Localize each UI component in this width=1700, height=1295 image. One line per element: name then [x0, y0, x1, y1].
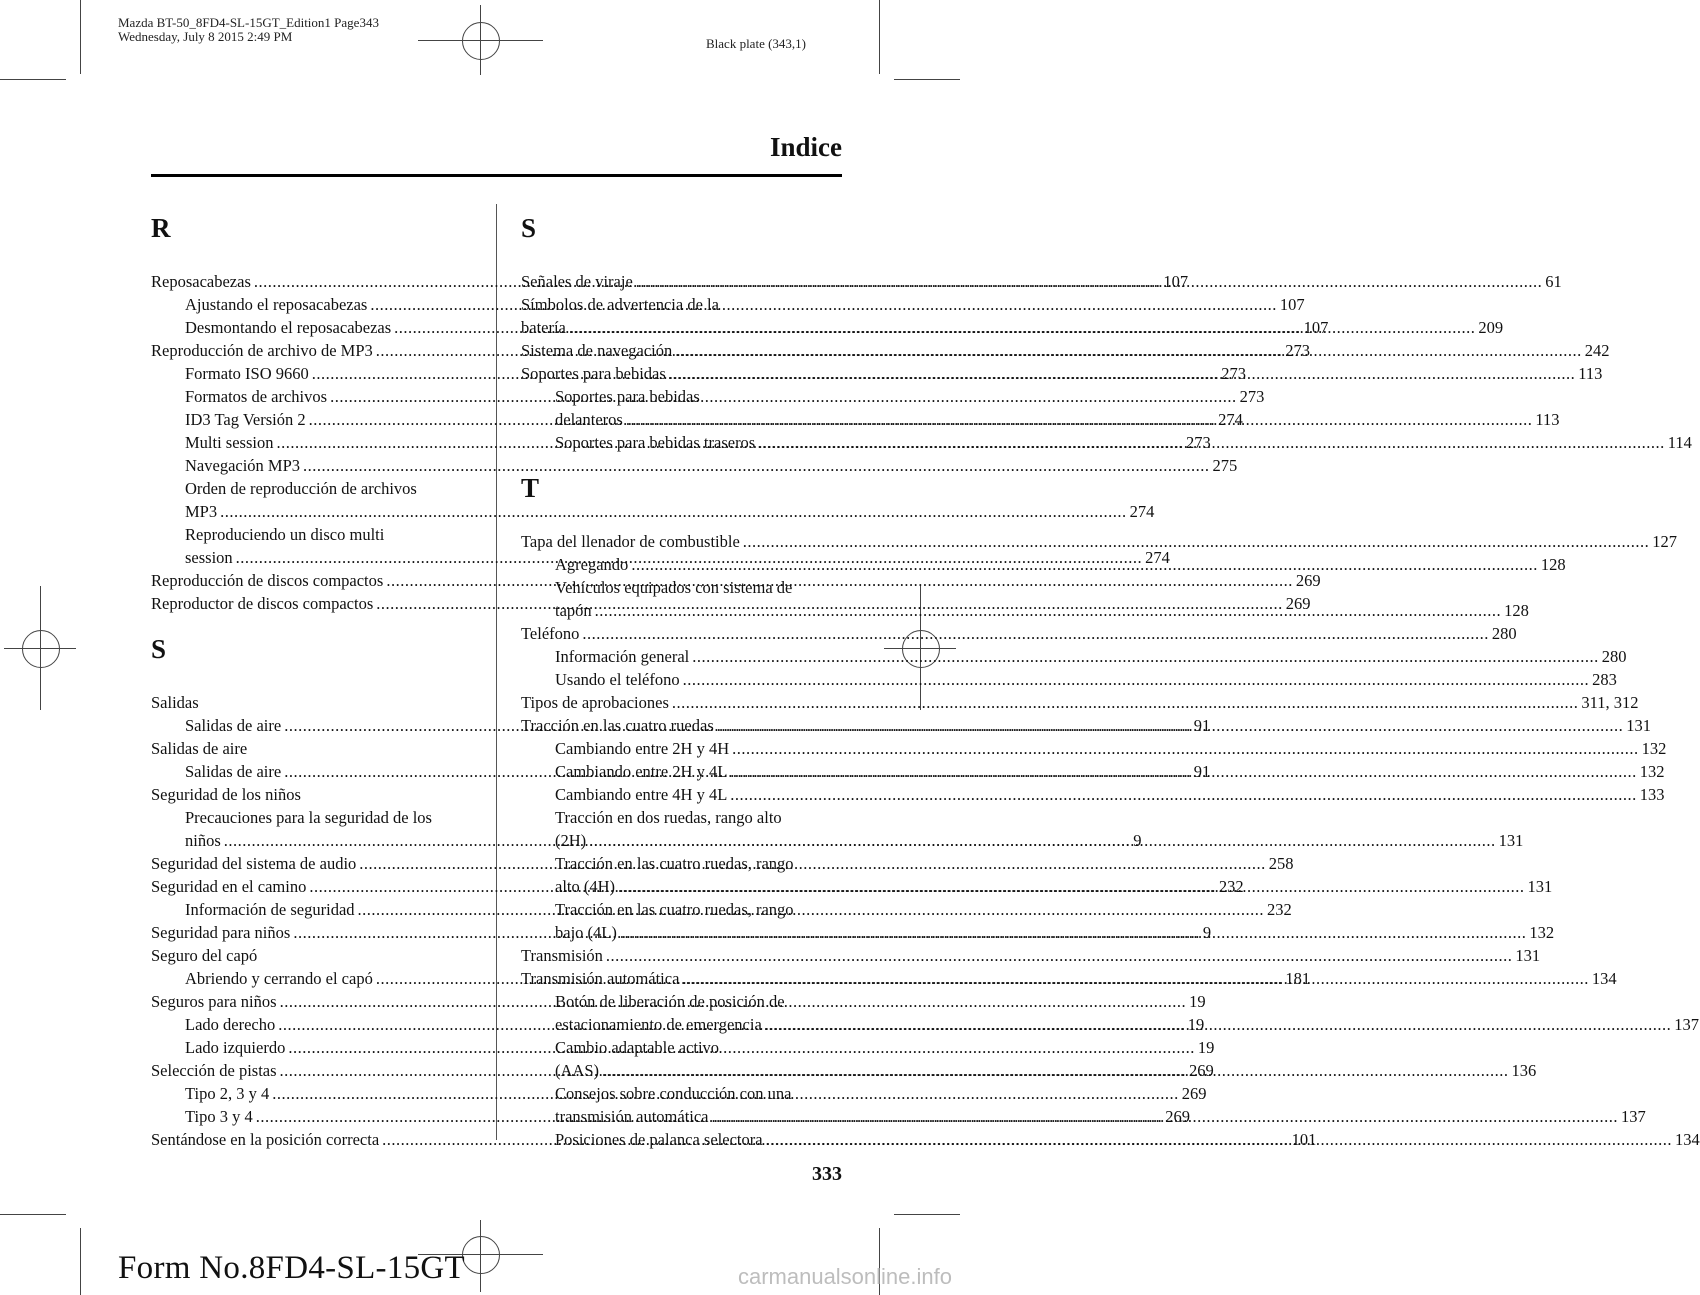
- index-entry-text: ID3 Tag Versión 2: [185, 410, 306, 429]
- index-entry-text: Soportes para bebidas: [521, 364, 666, 383]
- index-subentry: [151, 500, 1155, 523]
- index-page-ref: 131: [1527, 877, 1553, 896]
- watermark: carmanualsonline.info: [737, 1264, 952, 1289]
- dot-leader: [683, 668, 1590, 691]
- index-page-ref: 181: [1285, 969, 1311, 988]
- dot-leader: [758, 431, 1665, 454]
- index-letter-heading: T: [521, 473, 540, 503]
- index-subentry: [521, 783, 1665, 806]
- index-entry-text: Consejos sobre conducción con una: [555, 1084, 792, 1103]
- index-subentry: [151, 523, 477, 546]
- index-page-ref: 131: [1626, 716, 1651, 735]
- index-page-ref: 275: [1212, 456, 1238, 475]
- index-page-ref: 9: [1133, 831, 1142, 850]
- index-entry-text: Desmontando el reposacabezas: [185, 318, 392, 337]
- index-page-ref: 132: [1529, 923, 1555, 942]
- dot-leader: [626, 408, 1533, 431]
- index-entry-text: Seguridad del sistema de audio: [151, 854, 357, 873]
- crop-mark-bottom-right-h: [894, 1214, 960, 1215]
- index-page-ref: 107: [1163, 272, 1189, 291]
- index-entry-text: estacionamiento de emergencia: [555, 1015, 762, 1034]
- index-subentry: [151, 477, 477, 500]
- index-entry-text: Señales de viraje: [521, 272, 633, 291]
- index-page-ref: 132: [1641, 739, 1667, 758]
- index-entry-text: Salidas de aire: [185, 762, 282, 781]
- index-entry-text: Lado derecho: [185, 1015, 276, 1034]
- index-entry-text: Información general: [555, 647, 690, 666]
- index-entry-text: Seguridad de los niños: [151, 785, 301, 804]
- index-page-ref: 137: [1674, 1015, 1700, 1034]
- dot-leader: [602, 1059, 1509, 1082]
- index-entry-text: Información de seguridad: [185, 900, 355, 919]
- dot-leader: [692, 645, 1599, 668]
- index-entry-text: Tipo 3 y 4: [185, 1107, 253, 1126]
- index-page-ref: 280: [1491, 624, 1517, 643]
- index-page-ref: 19: [1189, 992, 1206, 1011]
- index-entry-text: alto (4H): [555, 877, 616, 896]
- index-entry: [521, 944, 1541, 967]
- index-page-ref: 132: [1639, 762, 1665, 781]
- index-page-ref: 274: [1129, 502, 1155, 521]
- index-page-ref: 128: [1540, 555, 1566, 574]
- index-page-ref: 131: [1498, 831, 1524, 850]
- dot-leader: [682, 967, 1589, 990]
- index-entry-text: delanteros: [555, 410, 623, 429]
- index-page-ref: 19: [1187, 1015, 1205, 1034]
- index-page-ref: 269: [1189, 1061, 1214, 1080]
- index-entry-text: tapón: [555, 601, 592, 620]
- index-page-ref: 61: [1545, 272, 1562, 291]
- index-page-ref: 280: [1601, 647, 1627, 666]
- dot-leader: [669, 362, 1576, 385]
- dot-leader: [732, 737, 1639, 760]
- index-page-ref: 114: [1667, 433, 1692, 452]
- index-page-ref: 269: [1165, 1107, 1190, 1126]
- index-entry-text: Reproduciendo un disco multi: [185, 525, 385, 544]
- index-entry-text: Tipo 2, 3 y 4: [185, 1084, 270, 1103]
- index-subentry: [521, 645, 1627, 668]
- index-page-ref: 134: [1591, 969, 1617, 988]
- index-entry-text: Transmisión: [521, 946, 603, 965]
- index-subentry: [521, 385, 841, 408]
- index-letter-heading: S: [151, 634, 167, 664]
- index-subentry: [521, 898, 841, 921]
- index-entry-text: Sentándose en la posición correcta: [151, 1130, 380, 1149]
- index-entry: [151, 691, 477, 714]
- index-entry-text: Cambiando entre 4H y 4L: [555, 785, 728, 804]
- dot-leader: [636, 270, 1543, 293]
- dot-leader: [672, 691, 1579, 714]
- index-entry-text: niños: [185, 831, 221, 850]
- index-entry-text: Seguro del capó: [151, 946, 258, 965]
- index-entry-text: Tracción en las cuatro ruedas, rango: [555, 900, 794, 919]
- index-page-ref: 113: [1578, 364, 1603, 383]
- page-number: 333: [812, 1163, 842, 1185]
- index-entry-text: Seguros para niños: [151, 992, 277, 1011]
- dot-leader: [582, 622, 1489, 645]
- reg-circle-bottom: [462, 1236, 500, 1274]
- index-entry-text: Cambiando entre 2H y 4L: [555, 762, 728, 781]
- index-page-ref: 9: [1202, 923, 1212, 942]
- index-subentry: [521, 576, 841, 599]
- index-entry-text: Seguridad en el camino: [151, 877, 307, 896]
- index-entry-text: Tipos de aprobaciones: [521, 693, 669, 712]
- index-page-ref: 232: [1267, 900, 1292, 919]
- file-info-line-2: Wednesday, July 8 2015 2:49 PM: [118, 29, 293, 44]
- index-entry-text: Transmisión automática: [521, 969, 680, 988]
- dot-leader: [765, 1013, 1672, 1036]
- index-page-ref: 274: [1145, 548, 1170, 567]
- index-entry-text: Precauciones para la seguridad de los: [185, 808, 432, 827]
- dot-leader: [675, 339, 1582, 362]
- index-entry-text: Cambiando entre 2H y 4H: [555, 739, 730, 758]
- index-entry-text: Salidas de aire: [151, 739, 248, 758]
- reg-circle-top: [462, 22, 500, 60]
- index-page-ref: 258: [1268, 854, 1294, 873]
- index-entry-text: Soportes para bebidas: [555, 387, 700, 406]
- index-page-ref: 137: [1621, 1107, 1646, 1126]
- index-entry-text: Lado izquierdo: [185, 1038, 286, 1057]
- index-page-ref: 273: [1185, 433, 1211, 452]
- index-entry-text: transmisión automática: [555, 1107, 709, 1126]
- index-entry: [151, 944, 477, 967]
- crop-mark-bottom-left-v: [80, 1228, 81, 1295]
- index-entry-text: Botón de liberación de posición de: [555, 992, 785, 1011]
- dot-leader: [569, 316, 1476, 339]
- index-page-ref: 107: [1279, 295, 1305, 314]
- index-subentry: [151, 806, 477, 829]
- index-page-ref: 283: [1592, 670, 1617, 689]
- index-page-ref: 136: [1511, 1061, 1537, 1080]
- index-page-ref: 273: [1285, 341, 1311, 360]
- index-entry-text: Salidas: [151, 693, 199, 712]
- index-entry-text: Navegación MP3: [185, 456, 301, 475]
- index-entry-text: Vehículos equipados con sistema de: [555, 578, 793, 597]
- index-entry-text: batería: [521, 318, 566, 337]
- index-page-ref: 311, 312: [1581, 693, 1639, 712]
- dot-leader: [631, 553, 1538, 576]
- index-page-ref: 134: [1675, 1130, 1700, 1149]
- index-page-ref: 91: [1193, 762, 1211, 781]
- index-entry-text: Reproducción de archivo de MP3: [151, 341, 373, 360]
- index-entry-text: Posiciones de palanca selectora: [555, 1130, 763, 1149]
- index-subentry: [521, 990, 841, 1013]
- index-entry-text: Tracción en dos ruedas, rango alto: [555, 808, 782, 827]
- dot-leader: [618, 875, 1525, 898]
- index-entry-text: Sistema de navegación: [521, 341, 673, 360]
- index-entry-text: bajo (4L): [555, 923, 617, 942]
- index-entry-text: Símbolos de advertencia de la: [521, 295, 719, 314]
- reg-circle-left: [22, 630, 60, 668]
- index-page-ref: 128: [1504, 601, 1529, 620]
- index-page-ref: 131: [1515, 946, 1541, 965]
- index-entry-text: Tracción en las cuatro ruedas, rango: [555, 854, 794, 873]
- index-entry-text: Teléfono: [521, 624, 580, 643]
- index-subentry: [521, 921, 1555, 944]
- index-page-ref: 133: [1639, 785, 1665, 804]
- crop-mark-top-left-h: [0, 79, 66, 80]
- index-entry-text: Salidas de aire: [185, 716, 282, 735]
- index-entry-text: Tapa del llenador de combustible: [521, 532, 740, 551]
- index-entry-text: Formatos de archivos: [185, 387, 328, 406]
- dot-leader: [743, 530, 1650, 553]
- section-title: Indice: [769, 132, 842, 162]
- index-page-ref: 209: [1478, 318, 1504, 337]
- index-page-ref: 91: [1193, 716, 1211, 735]
- dot-leader: [717, 714, 1624, 737]
- index-entry-text: Orden de reproducción de archivos: [185, 479, 417, 498]
- index-page-ref: 242: [1584, 341, 1610, 360]
- dot-leader: [595, 599, 1502, 622]
- index-page-ref: 269: [1181, 1084, 1207, 1103]
- index-entry-text: session: [185, 548, 233, 567]
- index-subentry: [151, 454, 1238, 477]
- dot-leader: [766, 1128, 1673, 1151]
- crop-mark-bottom-left-h: [0, 1214, 66, 1215]
- index-subentry: [521, 852, 841, 875]
- index-entry: [521, 691, 1639, 714]
- index-page-ref: 107: [1303, 318, 1329, 337]
- index-entry-text: (AAS): [555, 1061, 599, 1080]
- index-entry: [151, 783, 477, 806]
- index-entry-text: Formato ISO 9660: [185, 364, 309, 383]
- index-entry-text: Seguridad para niños: [151, 923, 291, 942]
- index-entry: [521, 293, 841, 316]
- index-entry: [521, 530, 1678, 553]
- index-subentry: [521, 1082, 841, 1105]
- index-entry-text: (2H): [555, 831, 587, 850]
- form-number: Form No.8FD4-SL-15GT: [118, 1250, 466, 1286]
- index-subentry: [521, 668, 1617, 691]
- index-page-ref: 269: [1295, 571, 1321, 590]
- index-page-ref: 269: [1285, 594, 1311, 613]
- index-subentry: [521, 1036, 841, 1059]
- crop-mark-top-left-v: [80, 0, 81, 74]
- index-entry: [151, 737, 477, 760]
- index-entry-text: Reproducción de discos compactos: [151, 571, 384, 590]
- dot-leader: [606, 944, 1513, 967]
- plate-info: Black plate (343,1): [706, 36, 806, 51]
- index-page-ref: 273: [1239, 387, 1265, 406]
- index-entry-text: Reposacabezas: [151, 272, 251, 291]
- crop-mark-top-right-h: [894, 79, 960, 80]
- index-entry-text: Selección de pistas: [151, 1061, 277, 1080]
- index-page-ref: 232: [1218, 877, 1244, 896]
- index-letter-heading: R: [151, 213, 171, 243]
- index-entry-text: Tracción en las cuatro ruedas: [521, 716, 714, 735]
- index-subentry: [521, 737, 1667, 760]
- index-page-ref: 274: [1218, 410, 1243, 429]
- index-page-ref: 127: [1652, 532, 1678, 551]
- index-page-ref: 101: [1291, 1130, 1317, 1149]
- dot-leader: [712, 1105, 1619, 1128]
- index-entry-text: Reproductor de discos compactos: [151, 594, 374, 613]
- index-entry: [521, 622, 1517, 645]
- title-rule: [151, 174, 842, 177]
- dot-leader: [730, 760, 1637, 783]
- index-entry-text: Cambio adaptable activo: [555, 1038, 720, 1057]
- index-entry-text: Multi session: [185, 433, 274, 452]
- index-entry-text: MP3: [185, 502, 218, 521]
- index-letter-heading: S: [521, 213, 537, 243]
- index-entry-text: Soportes para bebidas traseros: [555, 433, 756, 452]
- index-entry-text: Abriendo y cerrando el capó: [185, 969, 373, 988]
- index-subentry: [521, 829, 1524, 852]
- crop-mark-top-right-v: [879, 0, 880, 74]
- dot-leader: [620, 921, 1527, 944]
- dot-leader: [589, 829, 1496, 852]
- index-entry-text: Usando el teléfono: [555, 670, 680, 689]
- index-entry-text: Ajustando el reposacabezas: [185, 295, 368, 314]
- index-page-ref: 113: [1535, 410, 1560, 429]
- index-subentry: [521, 806, 841, 829]
- index-page-ref: 19: [1197, 1038, 1215, 1057]
- index-page-ref: 273: [1221, 364, 1246, 383]
- file-info-line-1: Mazda BT-50_8FD4-SL-15GT_Edition1 Page343: [118, 15, 379, 30]
- index-entry-text: Agregando: [555, 555, 629, 574]
- dot-leader: [730, 783, 1637, 806]
